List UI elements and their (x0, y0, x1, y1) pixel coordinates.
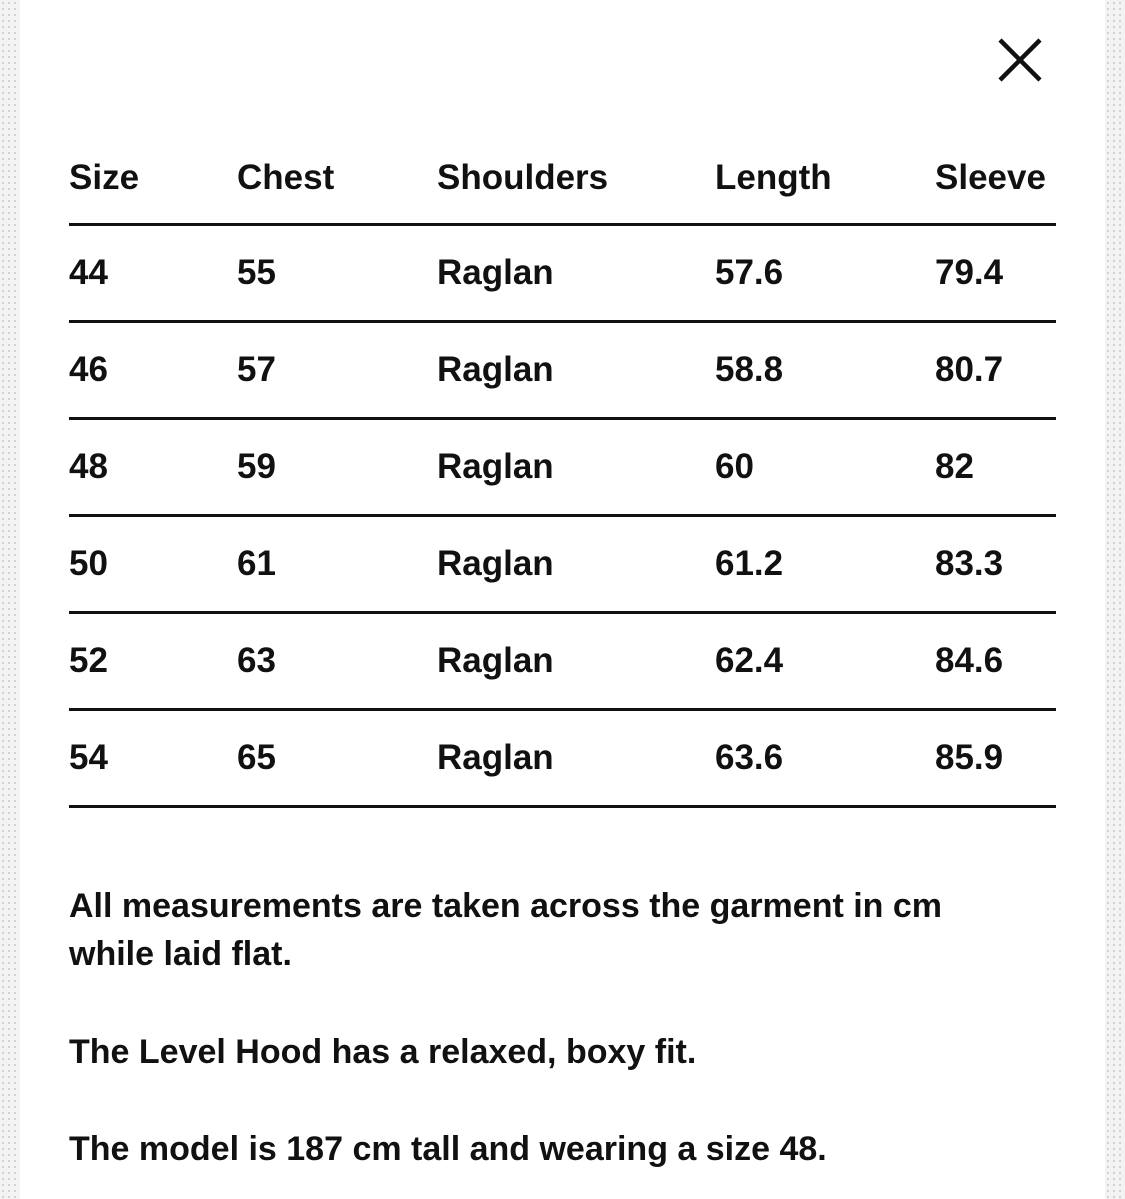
cell-size: 52 (69, 641, 108, 680)
cell-length: 62.4 (715, 641, 784, 680)
cell-chest: 61 (237, 544, 276, 583)
cell-shoulders: Raglan (437, 253, 554, 292)
cell-chest: 65 (237, 738, 276, 777)
size-notes (69, 882, 1029, 1173)
close-icon (996, 36, 1044, 84)
table-row (69, 517, 1056, 614)
cell-length: 60 (715, 447, 754, 486)
header-sleeve: Sleeve (935, 157, 1046, 197)
cell-sleeve: 80.7 (935, 350, 1004, 389)
cell-size: 46 (69, 350, 108, 389)
cell-size: 44 (69, 253, 108, 292)
header-chest: Chest (237, 157, 335, 197)
cell-shoulders: Raglan (437, 738, 554, 777)
table-row (69, 323, 1056, 420)
cell-length: 63.6 (715, 738, 784, 777)
cell-chest: 63 (237, 641, 276, 680)
cell-shoulders: Raglan (437, 447, 554, 486)
header-length: Length (715, 157, 832, 197)
size-chart-table (69, 130, 1056, 808)
left-background-strip (0, 0, 20, 1199)
cell-shoulders: Raglan (437, 350, 554, 389)
cell-size: 48 (69, 447, 108, 486)
header-shoulders: Shoulders (437, 157, 609, 197)
header-size: Size (69, 157, 140, 197)
cell-size: 50 (69, 544, 108, 583)
cell-length: 57.6 (715, 253, 784, 292)
table-header-row (69, 130, 1056, 226)
measurement-note: All measurements are taken across the garment in cm while laid flat. (69, 887, 943, 973)
cell-shoulders: Raglan (437, 544, 554, 583)
cell-chest: 55 (237, 253, 276, 292)
cell-sleeve: 84.6 (935, 641, 1004, 680)
table-row (69, 614, 1056, 711)
cell-sleeve: 79.4 (935, 253, 1004, 292)
cell-size: 54 (69, 738, 108, 777)
close-button[interactable] (996, 36, 1044, 84)
cell-length: 61.2 (715, 544, 784, 583)
cell-sleeve: 83.3 (935, 544, 1004, 583)
cell-sleeve: 85.9 (935, 738, 1004, 777)
model-note: The model is 187 cm tall and wearing a size 48. (69, 1130, 827, 1168)
right-background-strip (1105, 0, 1125, 1199)
cell-length: 58.8 (715, 350, 784, 389)
table-row (69, 711, 1056, 808)
cell-chest: 57 (237, 350, 276, 389)
cell-sleeve: 82 (935, 447, 974, 486)
table-row (69, 420, 1056, 517)
cell-chest: 59 (237, 447, 276, 486)
fit-note: The Level Hood has a relaxed, boxy fit. (69, 1033, 697, 1071)
table-row (69, 226, 1056, 323)
cell-shoulders: Raglan (437, 641, 554, 680)
